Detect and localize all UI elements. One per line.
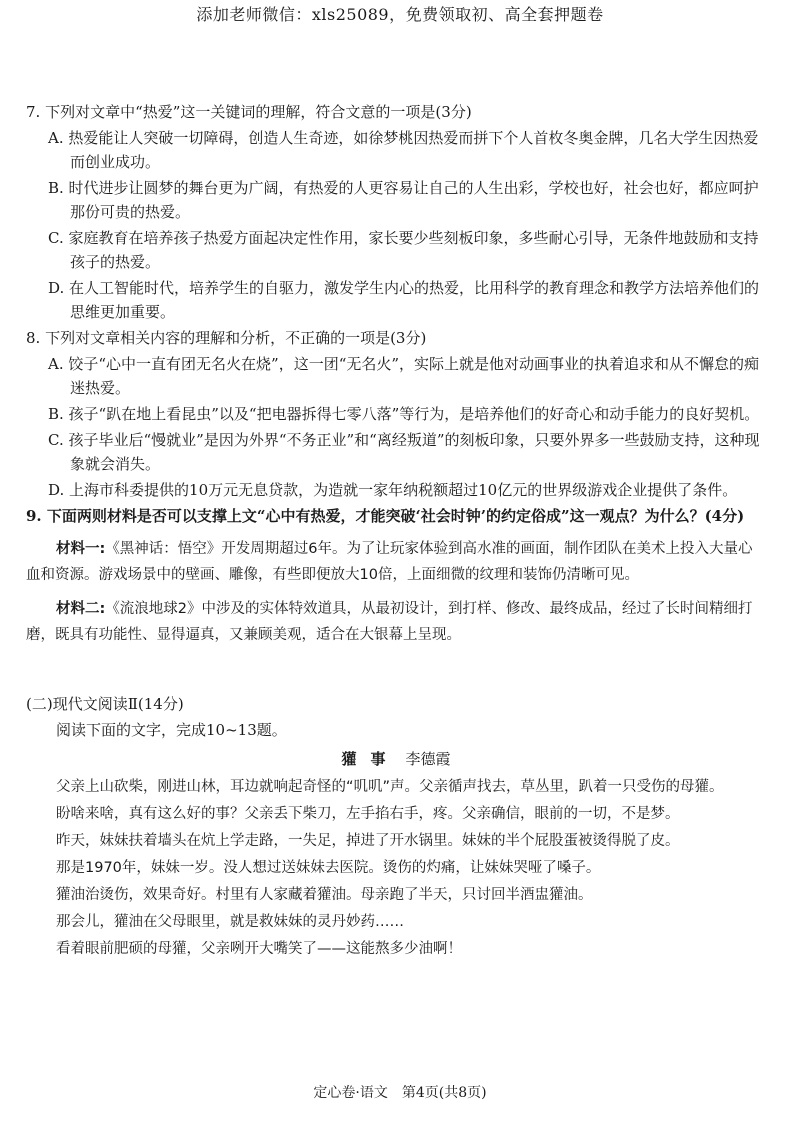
header-watermark: 添加老师微信：xls25089，免费领取初、高全套押题卷: [196, 5, 604, 24]
question-7: [26, 100, 766, 324]
material-one: [26, 536, 766, 588]
q7-option-d: D. 在人工智能时代，培养学生的自驱力，激发学生内心的热爱，比用科学的教育理念和教学方法培养他们的思维更加重要。: [48, 279, 760, 321]
material-two-label: 材料二:: [56, 601, 106, 617]
q8-option-d: D. 上海市科委提供的10万元无息贷款，为造就一家年纳税额超过10亿元的世界级游戏企业提供了条件。: [48, 481, 738, 499]
article-paragraph: 盼啥来啥，真有这么好的事？父亲丢下柴刀，左手掐右手，疼。父亲确信，眼前的一切，不是梦。: [56, 806, 680, 822]
material-one-label: 材料一:: [56, 541, 106, 557]
article-author: 李德霞: [405, 750, 451, 768]
article-title-line: [26, 746, 766, 772]
article-paragraph: 父亲上山砍柴，刚进山林，耳边就响起奇怪的“叽叽”声。父亲循声找去，草丛里，趴着一只受伤的母獾。: [56, 779, 724, 795]
question-9: [26, 504, 766, 648]
article-paragraph: 昨天，妹妹扶着墙头在炕上学走路，一失足，掉进了开水锅里。妹妹的半个屁股蛋被烫得脱了皮。: [56, 833, 680, 849]
article-paragraph: 獾油治烫伤，效果奇好。村里有人家藏着獾油。母亲跑了半天，只讨回半酒盅獾油。: [56, 887, 593, 903]
page-footer: 定心卷·语文 第4页(共8页): [313, 1085, 487, 1101]
material-one-text: 《黑神话：悟空》开发周期超过6年。为了让玩家体验到高水准的画面，制作团队在美术上投入大量心血和资源。游戏场景中的壁画、雕像，有些即便放大10倍，上面细微的纹理和装饰仍清晰可见。: [26, 541, 753, 583]
q7-stem: 7. 下列对文章中“热爱”这一关键词的理解，符合文意的一项是(3分): [26, 103, 472, 121]
article-paragraph: 那会儿，獾油在父母眼里，就是救妹妹的灵丹妙药……: [56, 914, 404, 930]
section-instruction: 阅读下面的文字，完成10~13题。: [56, 721, 287, 739]
q8-option-a: A. 饺子“心中一直有团无名火在烧”，这一团“无名火”，实际上就是他对动画事业的执着追求和从不懈怠的痴迷热爱。: [48, 355, 760, 397]
q8-stem: 8. 下列对文章相关内容的理解和分析，不正确的一项是(3分): [26, 329, 427, 347]
q8-option-c: C. 孩子毕业后“慢就业”是因为外界“不务正业”和“离经叛道”的刻板印象，只要外界多一些鼓励支持，这种现象就会消失。: [48, 431, 760, 473]
article-paragraph: 那是1970年，妹妹一岁。没人想过送妹妹去医院。烫伤的灼痛，让妹妹哭哑了嗓子。: [56, 860, 601, 876]
section-reading-2: [26, 692, 766, 963]
q9-stem: 9. 下面两则材料是否可以支撑上文“心中有热爱，才能突破‘社会时钟’的约定俗成”这一观点？为什么？(4分): [26, 507, 745, 525]
material-two-text: 《流浪地球2》中涉及的实体特效道具，从最初设计，到打样、修改、最终成品，经过了长时间精细打磨，既具有功能性、显得逼真，又兼顾美观，适合在大银幕上呈现。: [26, 601, 753, 643]
q7-option-a: A. 热爱能让人突破一切障碍，创造人生奇迹，如徐梦桃因热爱而拼下个人首枚冬奥金牌，几名大学生因热爱而创业成功。: [48, 129, 759, 171]
q7-option-c: C. 家庭教育在培养孩子热爱方面起决定性作用，家长要少些刻板印象，多些耐心引导，无条件地鼓励和支持孩子的热爱。: [48, 229, 759, 271]
question-8: [26, 326, 766, 502]
q7-option-b: B. 时代进步让圆梦的舞台更为广阔，有热爱的人更容易让自己的人生出彩，学校也好，社会也好，都应呵护那份可贵的热爱。: [48, 179, 759, 221]
article-title: 獾事: [341, 750, 400, 768]
page-content: [26, 100, 766, 963]
section-heading: (二)现代文阅读Ⅱ(14分): [26, 695, 184, 713]
material-two: [26, 596, 766, 648]
article-paragraph: 看着眼前肥硕的母獾，父亲咧开大嘴笑了——这能熬多少油啊！: [56, 941, 462, 957]
q8-option-b: B. 孩子“趴在地上看昆虫”以及“把电器拆得七零八落”等行为，是培养他们的好奇心和动手能力的良好契机。: [48, 405, 760, 423]
